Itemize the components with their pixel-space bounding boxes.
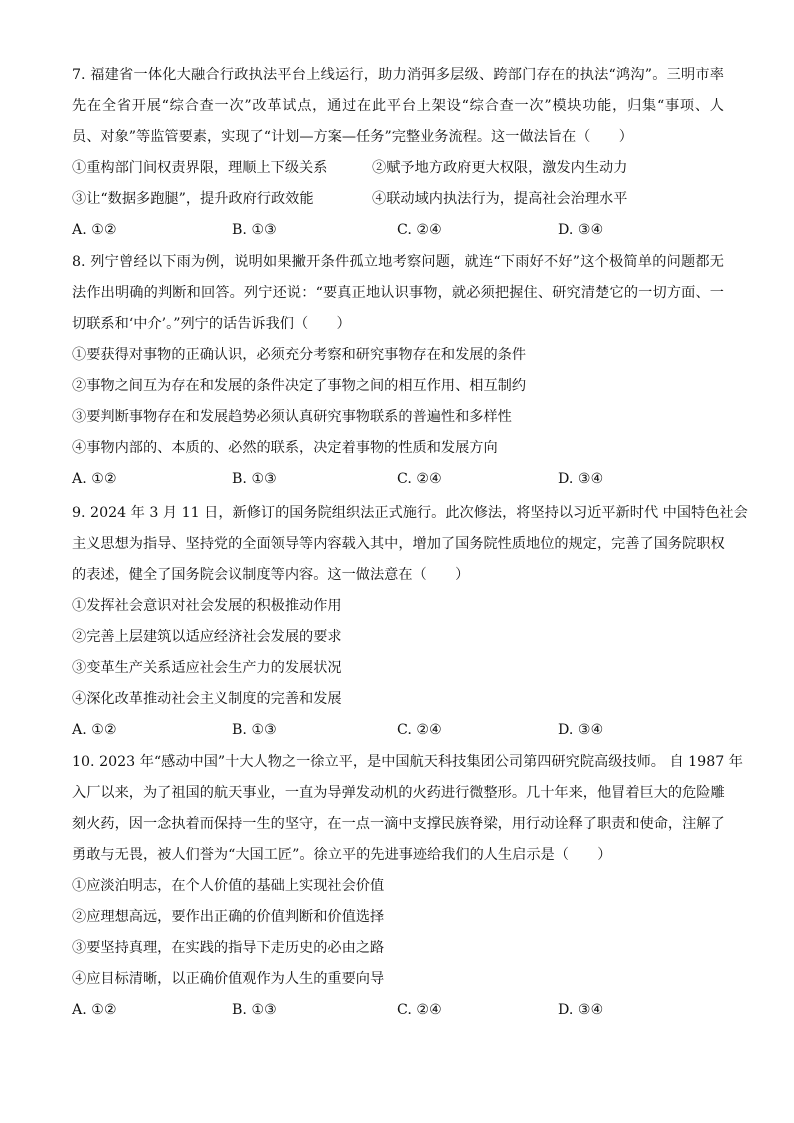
question-9-choices bbox=[72, 715, 724, 746]
choice-c: C. ②④ bbox=[397, 1002, 442, 1018]
option-3: ③让“数据多跑腿”，提升政府行政效能 bbox=[72, 191, 314, 207]
choice-c: C. ②④ bbox=[397, 722, 442, 738]
question-7-options-row-2 bbox=[72, 184, 724, 215]
question-stem-line: 的表述，健全了国务院会议制度等内容。这一做法意在（ ） bbox=[72, 567, 470, 583]
option-2: ②应理想高远，要作出正确的价值判断和价值选择 bbox=[72, 909, 385, 925]
option-2: ②赋予地方政府更大权限，激发内生动力 bbox=[372, 160, 628, 176]
question-10 bbox=[72, 747, 743, 1026]
question-stem-line: 刻火药，因一念执着而保持一生的坚守，在一点一滴中支撑民族脊梁，用行动诠释了职责和使命，注解了 bbox=[72, 816, 725, 832]
option-4: ④深化改革推动社会主义制度的完善和发展 bbox=[72, 691, 342, 707]
question-stem-line: 切联系和‘中介’。”列宁的话告诉我们（ ） bbox=[72, 316, 351, 332]
question-8-stem bbox=[72, 247, 724, 340]
question-stem-line: 入厂以来，为了祖国的航天事业，一直为导弹发动机的火药进行微整形。几十年来，他冒着巨大的危险雕 bbox=[72, 785, 725, 801]
question-9 bbox=[72, 498, 748, 746]
option-1: ①要获得对事物的正确认识，必须充分考察和研究事物存在和发展的条件 bbox=[72, 347, 527, 363]
question-9-stem bbox=[72, 498, 748, 591]
choice-c: C. ②④ bbox=[397, 222, 442, 238]
choice-b: B. ①③ bbox=[232, 722, 277, 738]
question-stem-line: 7. 福建省一体化大融合行政执法平台上线运行，助力消弭多层级、跨部门存在的执法“鸿沟”。三明市率 bbox=[72, 67, 724, 83]
option-2: ②完善上层建筑以适应经济社会发展的要求 bbox=[72, 629, 342, 645]
question-stem-line: 法作出明确的判断和回答。列宁还说：“要真正地认识事物，就必须把握住、研究清楚它的一切方面、一 bbox=[72, 285, 724, 301]
option-1: ①发挥社会意识对社会发展的积极推动作用 bbox=[72, 598, 342, 614]
choice-b: B. ①③ bbox=[232, 222, 277, 238]
option-1: ①应淡泊明志，在个人价值的基础上实现社会价值 bbox=[72, 878, 385, 894]
option-3: ③要判断事物存在和发展趋势必须认真研究事物联系的普遍性和多样性 bbox=[72, 409, 512, 425]
question-10-stem bbox=[72, 747, 743, 871]
choice-d: D. ③④ bbox=[558, 1002, 604, 1018]
question-7-stem bbox=[72, 60, 724, 153]
question-stem-line: 员、对象”等监管要素，实现了“计划—方案—任务”完整业务流程。这一做法旨在（ ） bbox=[72, 129, 633, 145]
question-8-choices bbox=[72, 464, 724, 495]
choice-a: A. ①② bbox=[72, 471, 117, 487]
choice-c: C. ②④ bbox=[397, 471, 442, 487]
choice-b: B. ①③ bbox=[232, 1002, 277, 1018]
choice-d: D. ③④ bbox=[558, 471, 604, 487]
question-7-choices bbox=[72, 215, 724, 246]
option-4: ④事物内部的、本质的、必然的联系，决定着事物的性质和发展方向 bbox=[72, 440, 498, 456]
question-stem-line: 先在全省开展“综合查一次”改革试点，通过在此平台上架设“综合查一次”模块功能，归集“事项、人 bbox=[72, 98, 724, 114]
question-stem-line: 10. 2023 年“感动中国”十大人物之一徐立平，是中国航天科技集团公司第四研究院高级技师。 自 1987 年 bbox=[72, 754, 743, 770]
question-7-options-row-1 bbox=[72, 153, 724, 184]
question-stem-line: 勇敢与无畏，被人们誉为“大国工匠”。徐立平的先进事迹给我们的人生启示是（ ） bbox=[72, 847, 612, 863]
question-stem-line: 8. 列宁曾经以下雨为例，说明如果撇开条件孤立地考察问题，就连“下雨好不好”这个极简单的问题都无 bbox=[72, 254, 724, 270]
choice-a: A. ①② bbox=[72, 1002, 117, 1018]
option-4: ④应目标清晰，以正确价值观作为人生的重要向导 bbox=[72, 971, 385, 987]
choice-a: A. ①② bbox=[72, 722, 117, 738]
option-3: ③变革生产关系适应社会生产力的发展状况 bbox=[72, 660, 342, 676]
option-1: ①重构部门间权责界限，理顺上下级关系 bbox=[72, 160, 328, 176]
choice-d: D. ③④ bbox=[558, 222, 604, 238]
question-10-choices bbox=[72, 995, 724, 1026]
option-3: ③要坚持真理，在实践的指导下走历史的必由之路 bbox=[72, 940, 385, 956]
option-2: ②事物之间互为存在和发展的条件决定了事物之间的相互作用、相互制约 bbox=[72, 378, 527, 394]
choice-b: B. ①③ bbox=[232, 471, 277, 487]
question-7 bbox=[72, 60, 724, 246]
choice-d: D. ③④ bbox=[558, 722, 604, 738]
question-stem-line: 9. 2024 年 3 月 11 日，新修订的国务院组织法正式施行。此次修法，将坚持以习近平新时代 中国特色社会 bbox=[72, 505, 748, 521]
question-8 bbox=[72, 247, 724, 495]
question-stem-line: 主义思想为指导、坚持党的全面领导等内容载入其中，增加了国务院性质地位的规定，完善了国务院职权 bbox=[72, 536, 725, 552]
choice-a: A. ①② bbox=[72, 222, 117, 238]
option-4: ④联动域内执法行为，提高社会治理水平 bbox=[372, 191, 628, 207]
